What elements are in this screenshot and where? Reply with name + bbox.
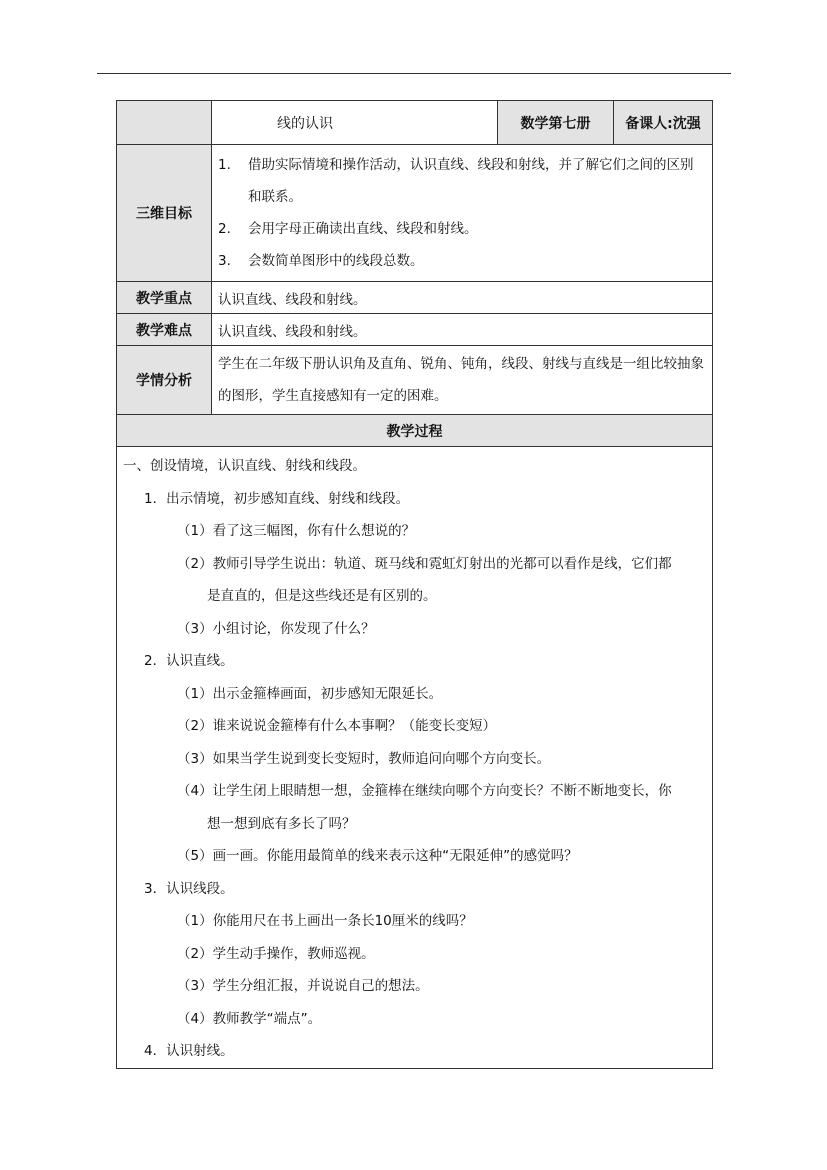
difficulties-text: 认识直线、线段和射线。 [212,314,713,346]
goal-item [218,213,706,245]
process-substep: （1）你能用尺在书上画出一条长10厘米的线吗？ [177,913,473,929]
key-points-row [117,282,713,314]
goal-text: 会数简单图形中的线段总数。 [248,253,424,269]
lesson-plan-table [116,100,713,1069]
process-substep: （1）看了这三幅图，你有什么想说的？ [177,523,416,539]
process-section-heading: 一、创设情境，认识直线、射线和线段。 [123,458,366,474]
goal-item [218,245,706,277]
process-substep: （4）教师教学“端点”。 [177,1010,322,1027]
goals-row [117,145,713,282]
process-substep-continuation: 是直直的，但是这些线还是有区别的。 [207,588,437,604]
analysis-row [117,346,713,415]
process-substep: （2）学生动手操作，教师巡视。 [177,945,375,962]
teacher-label: 备课人:沈强 [614,101,713,145]
goal-number: 1. [218,157,231,173]
process-step: 2．认识直线。 [144,653,234,669]
lesson-title: 线的认识 [212,101,498,145]
process-step: 4．认识射线。 [144,1043,234,1059]
process-substep: （1）出示金箍棒画面，初步感知无限延长。 [177,685,443,702]
process-body [117,447,713,1069]
goal-number: 3. [218,253,231,269]
corner-cell [117,101,212,145]
goal-number: 2. [218,221,231,237]
difficulties-row [117,314,713,346]
process-substep-continuation: 想一想到底有多长了吗？ [207,815,356,832]
process-substep: （5）画一画。你能用最简单的线来表示这种“无限延伸”的感觉吗？ [177,848,578,864]
difficulties-label: 教学难点 [117,314,212,346]
process-substep: （3）如果当学生说到变长变短时，教师追问向哪个方向变长。 [177,750,551,767]
goal-text: 借助实际情境和操作活动，认识直线、线段和射线，并了解它们之间的区别和联系。 [248,157,694,205]
analysis-text: 学生在二年级下册认识角及直角、锐角、钝角，线段、射线与直线是一组比较抽象的图形，学生直接感知有一定的困难。 [212,346,713,415]
goal-item [218,149,706,213]
process-substep: （3）学生分组汇报，并说说自己的想法。 [177,978,429,994]
subject-label: 数学第七册 [498,101,614,145]
key-points-text: 认识直线、线段和射线。 [212,282,713,314]
analysis-label: 学情分析 [117,346,212,415]
process-substep: （3）小组讨论，你发现了什么？ [177,620,375,637]
process-heading: 教学过程 [117,415,713,447]
process-heading-row [117,415,713,447]
process-substep: （4）让学生闭上眼睛想一想，金箍棒在继续向哪个方向变长？不断不断地变长，你 [177,783,672,799]
goal-text: 会用字母正确读出直线、线段和射线。 [248,221,478,237]
process-step: 3．认识线段。 [144,880,234,897]
title-row [117,101,713,145]
process-step: 1．出示情境，初步感知直线、射线和线段。 [144,490,410,507]
key-points-label: 教学重点 [117,282,212,314]
goals-list [212,145,713,282]
header-rule [97,73,731,74]
process-substep: （2）谁来说说金箍棒有什么本事啊？（能变长变短） [177,718,497,734]
goals-label: 三维目标 [117,145,212,282]
process-substep: （2）教师引导学生说出：轨道、斑马线和霓虹灯射出的光都可以看作是线，它们都 [177,555,672,572]
process-body-row [117,447,713,1069]
